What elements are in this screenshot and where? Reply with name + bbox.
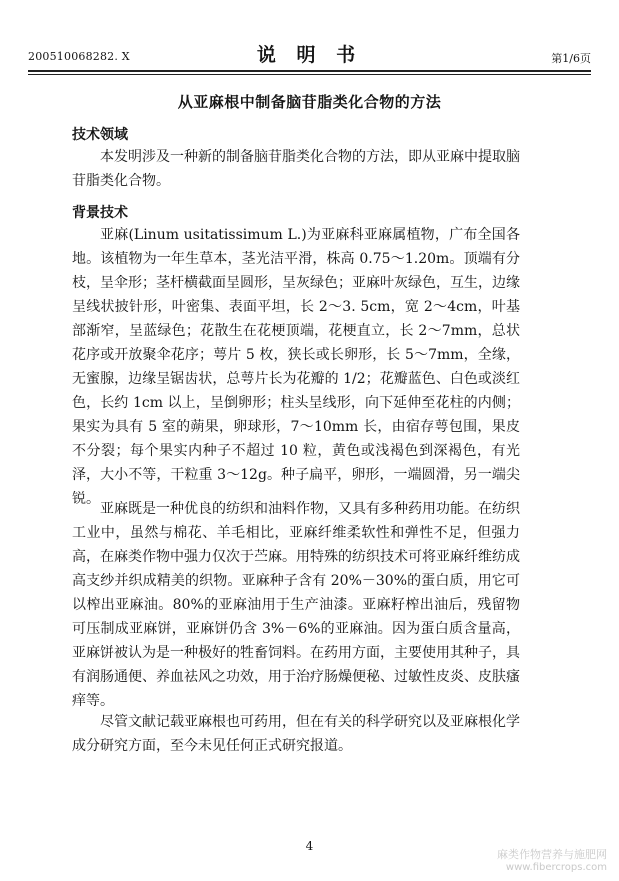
section-heading: 技术领域	[72, 127, 128, 143]
section-heading: 背景技术	[72, 205, 128, 221]
header-title: 说 明 书	[256, 44, 363, 66]
background-paragraph-research	[72, 710, 520, 758]
paragraph: 尽管文献记载亚麻根也可药用，但在有关的科学研究以及亚麻根化学成分研究方面，至今未见任何正式研究报道。	[72, 714, 520, 754]
paragraph: 亚麻(Linum usitatissimum L.)为亚麻科亚麻属植物，广布全国各地。该植物为一年生草本，茎光洁平滑，株高 0.75～1.20m。顶端有分枝，呈伞形；茎杆横截面呈圆形，呈灰绿色；亚麻叶灰绿色，互生，边缘呈线状披针形，叶密集、表面平坦，长 2～3. 5cm，宽 2～4cm，叶基部渐窄，呈蓝绿色；花散生在花梗顶端，花梗直立，长 2～7mm，总状花序或开放聚伞花序；萼片 5 枚，狭长或长卵形，长 5～7mm，全缘，无蜜腺，边缘呈锯齿状，总萼片长为花瓣的 1/2；花瓣蓝色、白色或淡红色，长约 1cm 以上，呈倒卵形；柱头呈线形，向下延伸至花柱的内侧；果实为具有 5 室的蒴果，卵球形，7～10mm 长，由宿存萼包围，果皮不分裂；每个果实内种子不超过 10 粒，黄色或浅褐色到深褐色，有光泽，大小不等，干粒重 3～12g。种子扁平，卵形，一端圆滑，另一端尖锐。	[72, 227, 520, 507]
watermark-url: www.fibercrops.com	[505, 862, 607, 873]
watermark-site-name: 麻类作物营养与施肥网	[497, 848, 607, 861]
section-background	[72, 203, 520, 511]
paragraph: 本发明涉及一种新的制备脑苷脂类化合物的方法，即从亚麻中提取脑苷脂类化合物。	[72, 149, 520, 189]
page-number: 4	[305, 839, 314, 853]
header-divider	[28, 70, 591, 72]
header-divider-thin	[28, 74, 591, 75]
application-number: 200510068282. X	[28, 50, 130, 63]
document-title: 从亚麻根中制备脑苷脂类化合物的方法	[177, 93, 442, 111]
section-technical-field	[72, 125, 520, 193]
page-header	[28, 40, 591, 68]
watermark	[497, 848, 607, 874]
paragraph: 亚麻既是一种优良的纺织和油料作物，又具有多种药用功能。在纺织工业中，虽然与棉花、羊毛相比，亚麻纤维柔软性和弹性不足，但强力高，在麻类作物中强力仅次于苎麻。用特殊的纺织技术可将亚麻纤维纺成高支纱并织成精美的织物。亚麻种子含有 20%－30%的蛋白质，用它可以榨出亚麻油。80%的亚麻油用于生产油漆。亚麻籽榨出油后，残留物可压制成亚麻饼，亚麻饼仍含 3%－6%的亚麻油。因为蛋白质含量高，亚麻饼被认为是一种极好的牲畜饲料。在药用方面，主要使用其种子，具有润肠通便、养血祛风之功效，用于治疗肠燥便秘、过敏性皮炎、皮肤瘙痒等。	[72, 501, 520, 709]
background-paragraph-uses	[72, 497, 520, 713]
page-indicator: 第1/6页	[551, 52, 591, 65]
